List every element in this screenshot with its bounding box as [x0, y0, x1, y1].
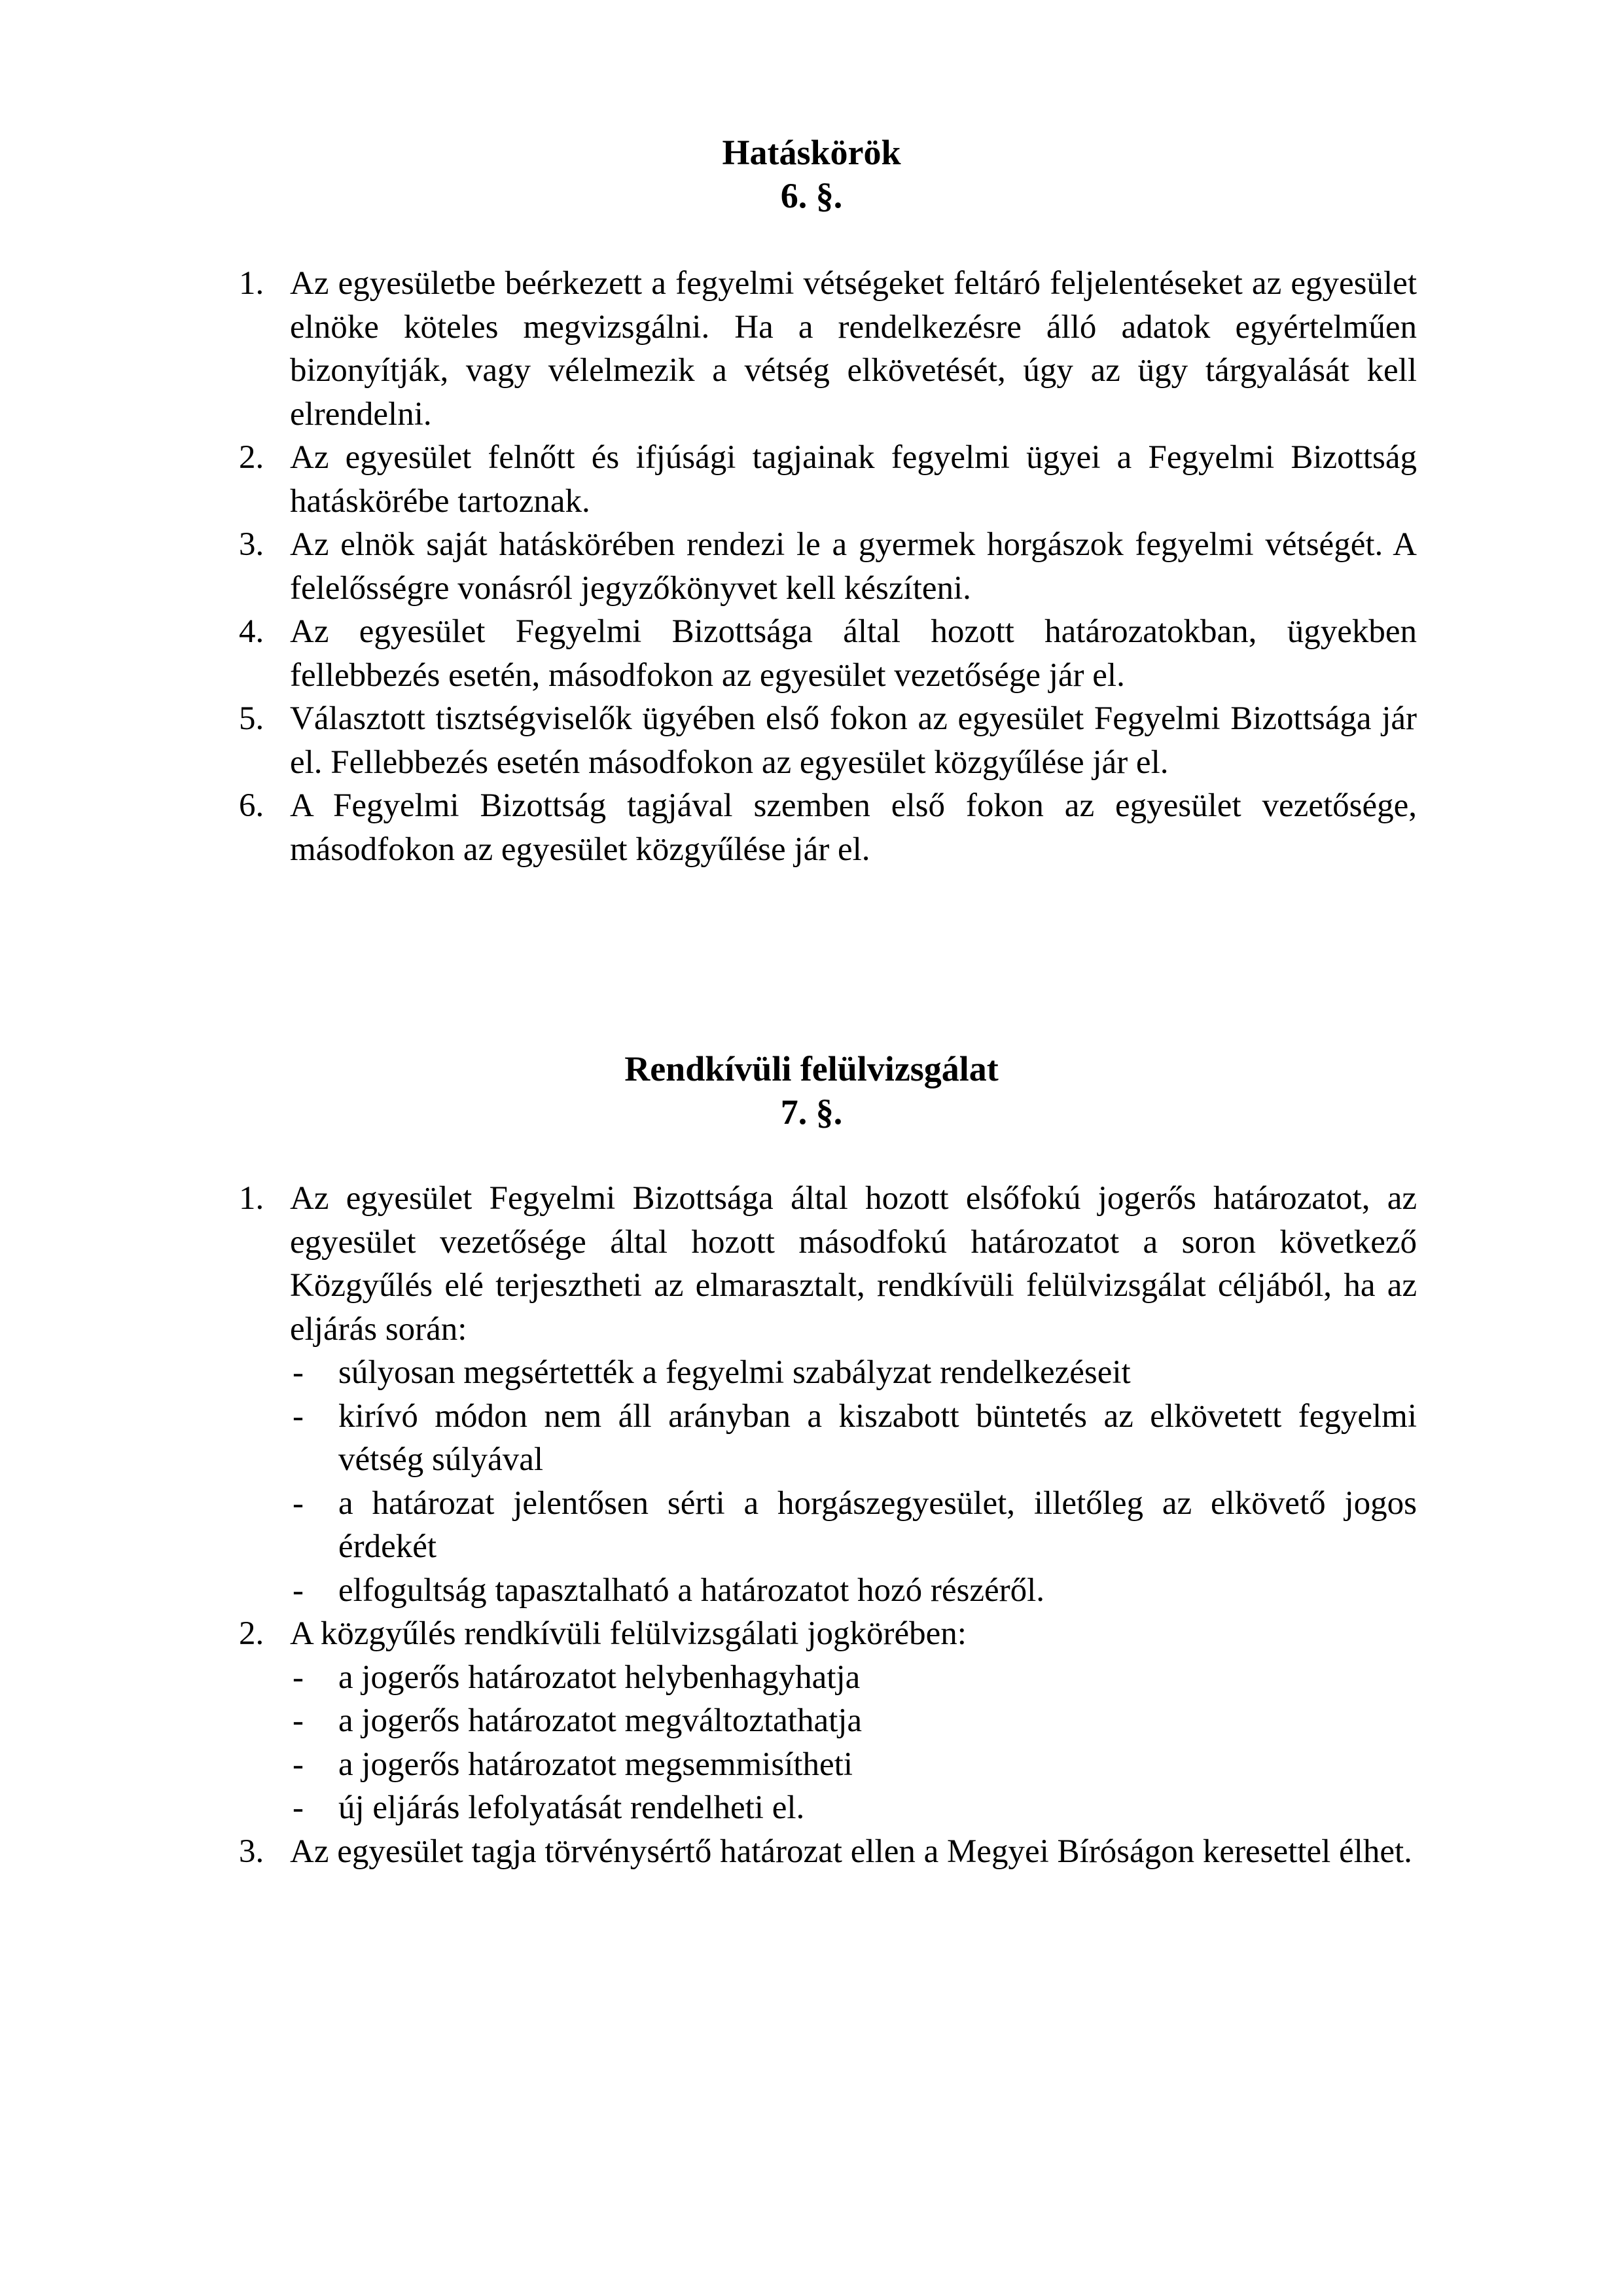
sublist-item-text: súlyosan megsértették a fegyelmi szabályzat rendelkezéseit	[338, 1354, 1131, 1391]
sublist-item-text: a jogerős határozatot megváltoztathatja	[338, 1702, 863, 1739]
dash-bullet: -	[293, 1354, 304, 1391]
sublist-item	[239, 1786, 1417, 1830]
dash-bullet: -	[293, 1397, 304, 1435]
sublist-item	[239, 1743, 1417, 1787]
item-text: Az egyesületbe beérkezett a fegyelmi vétségeket feltáró feljelentéseket az egyesület elnöke köteles megvizsgálni. Ha a rendelkezésre álló adatok egyértelműen bizonyítják, vagy vélelmezik a vétség elkövetését, úgy az ügy tárgyalását kell elrendelni.	[290, 265, 1417, 433]
list-item	[239, 436, 1417, 523]
item-text: Az egyesület felnőtt és ifjúsági tagjainak fegyelmi ügyei a Fegyelmi Bizottság hatáskörébe tartoznak.	[290, 439, 1417, 520]
item-text: A közgyűlés rendkívüli felülvizsgálati jogkörében:	[290, 1615, 967, 1652]
sublist-item-text: elfogultság tapasztalható a határozatot hozó részéről.	[338, 1571, 1045, 1609]
dash-bullet: -	[293, 1746, 304, 1783]
section-6-number: 6. §.	[780, 176, 843, 215]
section-7-list	[239, 1177, 1417, 1873]
section-7-title: Rendkívüli felülvizsgálat	[624, 1049, 999, 1088]
dash-bullet: -	[293, 1571, 304, 1609]
sublist	[239, 1656, 1417, 1830]
sublist-item	[239, 1395, 1417, 1482]
item-text: Az elnök saját hatáskörében rendezi le a gyermek horgászok fegyelmi vétségét. A felelősségre vonásról jegyzőkönyvet kell készíteni.	[290, 526, 1417, 607]
item-number: 6.	[239, 787, 264, 824]
section-6-title: Hatáskörök	[722, 133, 901, 172]
list-item	[239, 1612, 1417, 1656]
sublist-item-text: kirívó módon nem áll arányban a kiszabott büntetés az elkövetett fegyelmi vétség súlyával	[338, 1397, 1417, 1478]
list-item	[239, 784, 1417, 871]
sublist	[239, 1351, 1417, 1612]
section-7-number: 7. §.	[780, 1092, 843, 1132]
item-text: Az egyesület Fegyelmi Bizottsága által hozott elsőfokú jogerős határozatot, az egyesület vezetősége által hozott másodfokú határozatot a soron következő Közgyűlés elé terjesztheti az elmarasztalt, rendkívüli felülvizsgálat céljából, ha az eljárás során:	[290, 1180, 1417, 1348]
dash-bullet: -	[293, 1484, 304, 1522]
list-item	[239, 610, 1417, 697]
item-number: 3.	[239, 526, 264, 563]
item-text: Az egyesület tagja törvénysértő határozat ellen a Megyei Bíróságon keresettel élhet.	[290, 1833, 1412, 1870]
item-number: 1.	[239, 265, 264, 302]
sublist-item	[239, 1482, 1417, 1569]
item-number: 1.	[239, 1180, 264, 1217]
item-number: 3.	[239, 1833, 264, 1870]
section-6-heading	[0, 131, 1623, 217]
section-7-heading	[0, 1047, 1623, 1134]
dash-bullet: -	[293, 1702, 304, 1739]
item-number: 2.	[239, 439, 264, 476]
sublist-item-text: a jogerős határozatot megsemmisítheti	[338, 1746, 853, 1783]
dash-bullet: -	[293, 1659, 304, 1696]
item-number: 2.	[239, 1615, 264, 1652]
sublist-item-text: új eljárás lefolyatását rendelheti el.	[338, 1789, 805, 1826]
item-text: A Fegyelmi Bizottság tagjával szemben első fokon az egyesület vezetősége, másodfokon az egyesület közgyűlése jár el.	[290, 787, 1417, 868]
item-number: 4.	[239, 613, 264, 650]
item-text: Választott tisztségviselők ügyében első fokon az egyesület Fegyelmi Bizottsága jár el. Fellebbezés esetén másodfokon az egyesület közgyűlése jár el.	[290, 700, 1417, 781]
sublist-item	[239, 1699, 1417, 1743]
sublist-item-text: a határozat jelentősen sérti a horgászegyesület, illetőleg az elkövető jogos érdekét	[338, 1484, 1417, 1565]
list-item	[239, 523, 1417, 610]
sublist-item	[239, 1569, 1417, 1613]
dash-bullet: -	[293, 1789, 304, 1826]
sublist-item-text: a jogerős határozatot helybenhagyhatja	[338, 1659, 861, 1696]
list-item	[239, 1830, 1417, 1874]
sublist-item	[239, 1656, 1417, 1700]
list-item	[239, 1177, 1417, 1351]
sublist-item	[239, 1351, 1417, 1395]
item-number: 5.	[239, 700, 264, 737]
list-item	[239, 697, 1417, 784]
list-item	[239, 262, 1417, 436]
section-6-list	[239, 262, 1417, 871]
item-text: Az egyesület Fegyelmi Bizottsága által hozott határozatokban, ügyekben fellebbezés esetén, másodfokon az egyesület vezetősége jár el.	[290, 613, 1417, 694]
